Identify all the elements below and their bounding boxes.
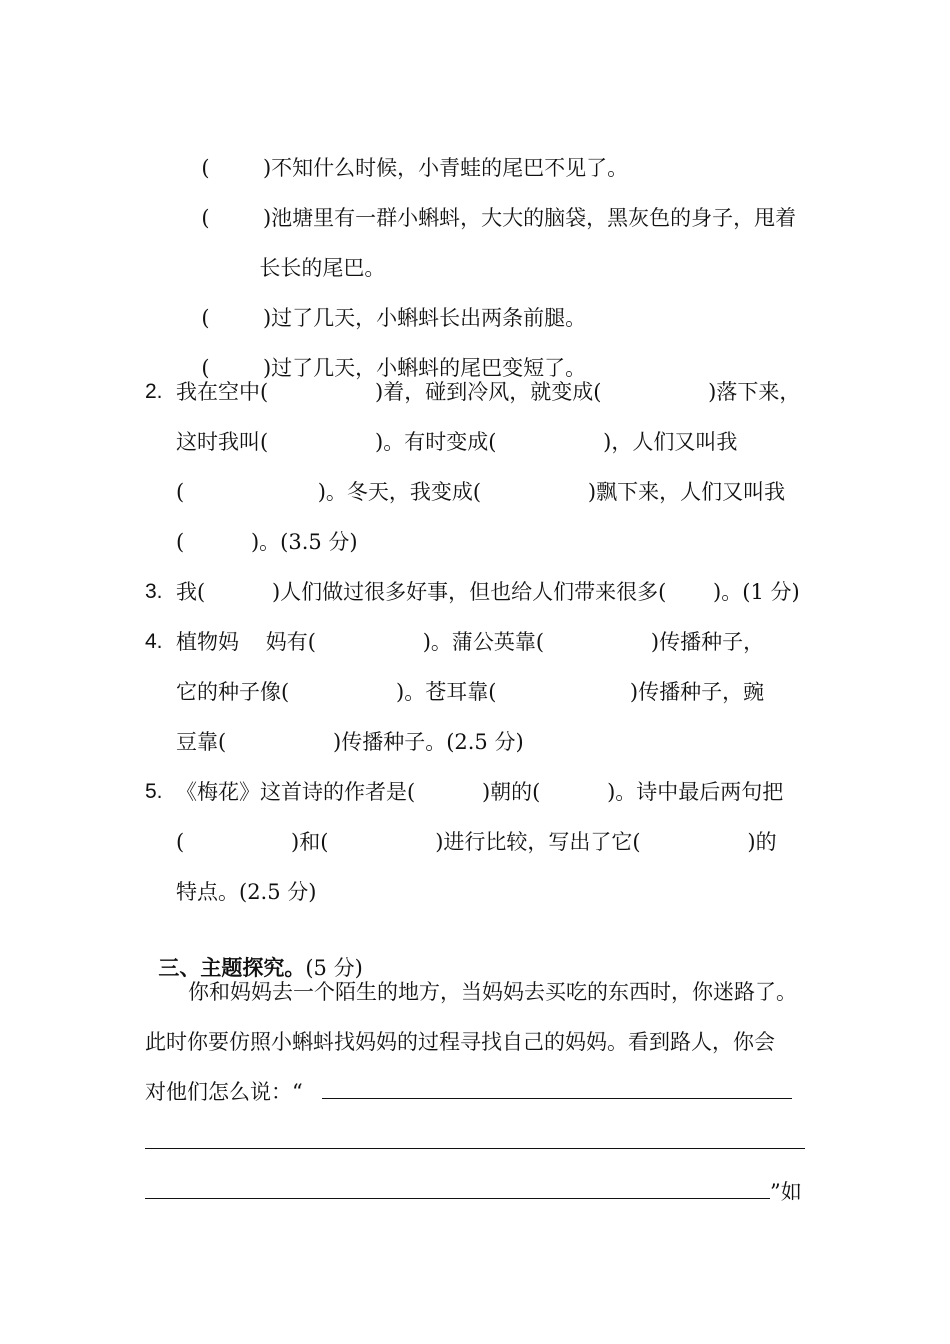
q5-line-2: ( )和( )进行比较，写出了它( )的 bbox=[176, 830, 777, 854]
q2-line-3: ( )。冬天，我变成( )飘下来，人们又叫我 bbox=[176, 480, 786, 504]
section-3-para-line-3: 对他们怎么说：“ bbox=[145, 1080, 303, 1104]
order-item-4 bbox=[188, 329, 586, 381]
section-3-end-text: ”如 bbox=[770, 1180, 802, 1204]
q2-line-2: 这时我叫( )。有时变成( )，人们又叫我 bbox=[176, 430, 738, 454]
question-number-5: 5. bbox=[145, 780, 163, 803]
q3-line-1: 我( )人们做过很多好事，但也给人们带来很多( )。(1 分) bbox=[176, 580, 800, 604]
order-item-2-cont bbox=[246, 229, 385, 281]
q2-line-4: ( )。(3.5 分) bbox=[176, 530, 358, 554]
question-number-2: 2. bbox=[145, 380, 163, 403]
answer-line-2[interactable] bbox=[145, 1148, 805, 1149]
section-3-title: 三、主题探究。 bbox=[158, 955, 306, 980]
q5-line-3: 特点。(2.5 分) bbox=[176, 880, 317, 904]
section-3-heading bbox=[145, 929, 363, 981]
order-blank: ( ) bbox=[201, 356, 272, 380]
order-item-1 bbox=[188, 129, 628, 181]
q5-line-1: 《梅花》这首诗的作者是( )朝的( )。诗中最后两句把 bbox=[176, 780, 784, 804]
order-text: 过了几天，小蝌蚪长出两条前腿。 bbox=[271, 306, 587, 330]
q4-line-3: 豆靠( )传播种子。(2.5 分) bbox=[176, 730, 524, 754]
order-item-3 bbox=[188, 279, 586, 331]
question-number-3: 3. bbox=[145, 580, 163, 603]
order-item-2 bbox=[188, 179, 796, 231]
answer-line-1[interactable] bbox=[322, 1098, 792, 1099]
q4-line-1: 植物妈 妈有( )。蒲公英靠( )传播种子， bbox=[176, 630, 765, 654]
q4-line-2: 它的种子像( )。苍耳靠( )传播种子，豌 bbox=[176, 680, 765, 704]
question-number-4: 4. bbox=[145, 630, 163, 653]
order-text: 不知什么时候，小青蛙的尾巴不见了。 bbox=[271, 156, 629, 180]
order-text: 池塘里有一群小蝌蚪，大大的脑袋，黑灰色的身子，甩着 bbox=[271, 206, 797, 230]
q2-line-1: 我在空中( )着，碰到冷风，就变成( )落下来， bbox=[176, 380, 801, 404]
section-3-para-line-1: 你和妈妈去一个陌生的地方，当妈妈去买吃的东西时，你迷路了。 bbox=[188, 980, 797, 1004]
order-blank: ( ) bbox=[201, 156, 272, 180]
order-blank: ( ) bbox=[201, 306, 272, 330]
order-text: 长长的尾巴。 bbox=[259, 256, 386, 280]
order-text: 过了几天，小蝌蚪的尾巴变短了。 bbox=[271, 356, 587, 380]
order-blank: ( ) bbox=[201, 206, 272, 230]
answer-line-3[interactable] bbox=[145, 1198, 770, 1199]
section-3-score: (5 分) bbox=[305, 956, 363, 980]
section-3-para-line-2: 此时你要仿照小蝌蚪找妈妈的过程寻找自己的妈妈。看到路人，你会 bbox=[145, 1030, 775, 1054]
